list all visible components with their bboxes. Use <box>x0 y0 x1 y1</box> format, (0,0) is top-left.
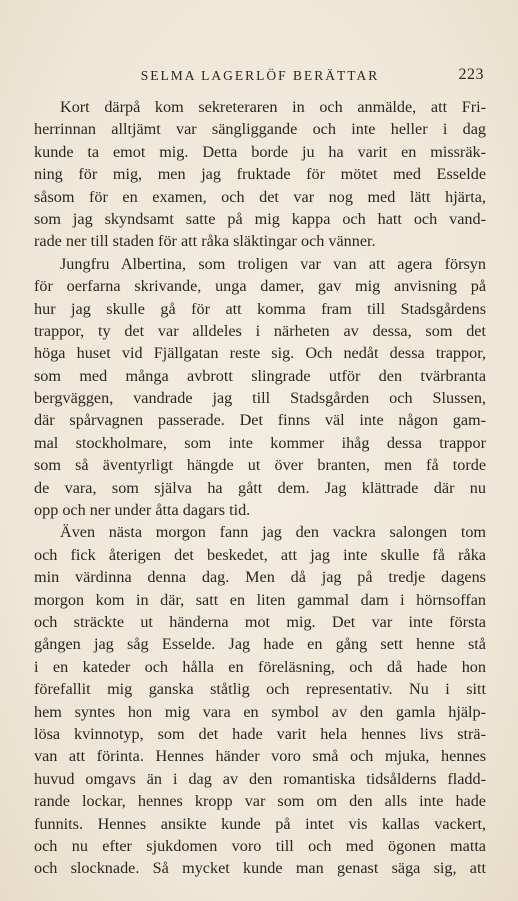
text-line: rade ner till staden för att råka släktingar och vänner. <box>34 232 376 251</box>
text-line: lösa kvinnotyp, som det hade varit hela hennes livs strä- <box>34 724 486 743</box>
text-line: där spårvagnen passerade. Det finns väl inte någon gam- <box>34 411 486 430</box>
text-line: för oerfarna skrivande, unga damer, gav mig anvisning på <box>34 277 486 296</box>
text-line: kunde ta emot mig. Detta borde ju ha varit en missräk- <box>34 142 486 161</box>
text-line: Kort därpå kom sekreteraren in och anmälde, att Fri- <box>60 98 486 116</box>
text-line: rande lockar, hennes kropp var som om den alls inte hade <box>34 792 486 811</box>
text-line: ning för mig, men jag fruktade för mötet med Esselde <box>34 165 486 184</box>
text-line: opp och ner under åtta dagars tid. <box>34 501 251 520</box>
text-line: Jungfru Albertina, som troligen var van att agera försyn <box>60 254 486 273</box>
text-line: i en kateder och hålla en föreläsning, och då hade hon <box>34 657 486 676</box>
text-line: mal stockholmare, som inte kommer ihåg dessa trappor <box>34 433 486 452</box>
text-line: och slocknade. Så mycket kunde man genast säga sig, att <box>34 859 486 878</box>
text-line: och nu efter sjukdomen voro till och med ögonen matta <box>34 836 486 855</box>
page-number: 223 <box>458 66 484 83</box>
text-line: herrinnan alltjämt var sängliggande och inte heller i dag <box>34 120 486 139</box>
text-line: som jag skyndsamt satte på mig kappa och hatt och vand- <box>34 209 486 228</box>
text-line: bergväggen, vandrade jag till Stadsgården och Slussen, <box>34 389 486 408</box>
text-line: gången jag såg Esselde. Jag hade en gång sett henne stå <box>34 635 486 654</box>
text-line: van att förinta. Hennes händer voro små och mjuka, hennes <box>34 747 486 766</box>
text-line: som så äventyrligt hängde ut över branten, men få torde <box>34 456 486 475</box>
text-line: förefallit mig ganska ståtlig och representativ. Nu i sitt <box>34 680 486 699</box>
body-text <box>34 96 486 880</box>
page-header <box>36 66 484 88</box>
text-line: huvud omgavs än i dag av den romantiska tidsålderns fladd- <box>34 769 486 788</box>
text-line: hur jag skulle gå för att komma fram till Stadsgårdens <box>34 299 486 318</box>
text-line: Även nästa morgon fann jag den vackra salongen tom <box>60 523 486 542</box>
running-head: SELMA LAGERLÖF BERÄTTAR <box>140 68 380 83</box>
text-line: min värdinna denna dag. Men då jag på tredje dagens <box>34 568 486 587</box>
text-line: funnits. Hennes ansikte kunde på intet vis kallas vackert, <box>34 814 486 833</box>
text-line: de vara, som själva ha gått dem. Jag klättrade där nu <box>34 478 486 497</box>
text-line: höga huset vid Fjällgatan reste sig. Och nedåt dessa trappor, <box>34 344 486 363</box>
text-line: trappor, ty det var alldeles i närheten av dessa, som det <box>34 321 486 340</box>
text-line: och fick återigen det beskedet, att jag inte skulle få råka <box>34 545 486 564</box>
text-line: hem syntes hon mig vara en symbol av den gamla hjälp- <box>34 702 486 721</box>
text-line: och sträckte ut händerna mot mig. Det var inte första <box>34 612 486 631</box>
text-line: såsom för en examen, och det var nog med lätt hjärta, <box>34 187 486 206</box>
text-line: morgon kom in där, satt en liten gammal dam i hörnsoffan <box>34 590 486 609</box>
text-line: som med många avbrott slingrade utför den tvärbranta <box>34 366 486 385</box>
